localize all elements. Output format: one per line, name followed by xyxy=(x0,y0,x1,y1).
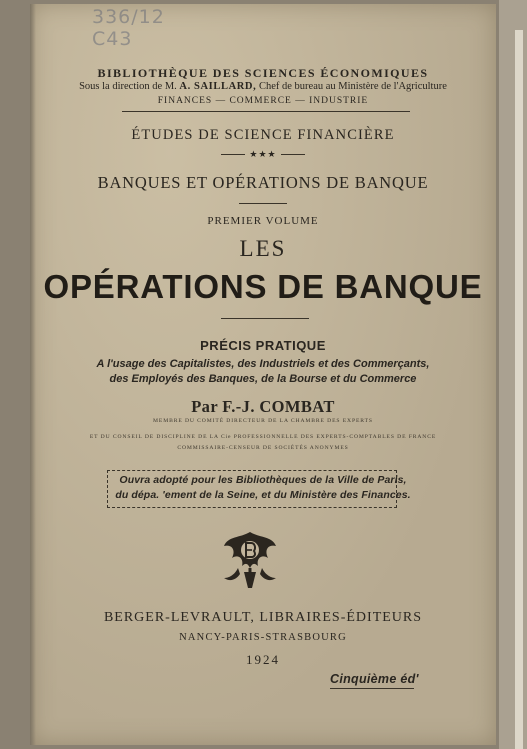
collection-title: ÉTUDES DE SCIENCE FINANCIÈRE xyxy=(131,127,395,143)
author-credential-1: MEMBRE DU COMITÉ DIRECTEUR DE LA CHAMBRE DES EXPERTS xyxy=(153,418,373,424)
series-title: BIBLIOTHÈQUE DES SCIENCES ÉCONOMIQUES xyxy=(97,66,429,80)
scan-right-strip xyxy=(515,30,523,749)
publisher-cities: NANCY-PARIS-STRASBOURG xyxy=(179,632,347,643)
direction-suffix: Chef de bureau au Ministère de l'Agriculture xyxy=(258,81,447,92)
adoption-line-2: du dépa. 'ement de la Seine, et du Ministère des Finances. xyxy=(115,489,411,501)
publisher-name: BERGER-LEVRAULT, LIBRAIRES-ÉDITEURS xyxy=(103,610,423,625)
direction-prefix: Sous la direction de M. xyxy=(79,81,177,92)
series-direction xyxy=(30,81,496,92)
audience-line-2: des Employés des Banques, de la Bourse et du Commerce xyxy=(109,373,417,385)
divider-rule xyxy=(122,111,410,112)
main-title: OPÉRATIONS DE BANQUE xyxy=(43,268,483,305)
stars-text: ★★★ xyxy=(249,149,277,159)
edition-underline xyxy=(330,688,414,689)
publisher-monogram-icon xyxy=(218,528,282,592)
series-subjects: FINANCES — COMMERCE — INDUSTRIE xyxy=(157,96,369,106)
director-name: A. SAILLARD, xyxy=(179,81,257,92)
audience-line-1: A l'usage des Capitalistes, des Industriels et des Commerçants, xyxy=(96,358,430,370)
author-credential-3: COMMISSAIRE-CENSEUR DE SOCIÉTÉS ANONYMES xyxy=(177,445,349,451)
edition-label: Cinquième éd' xyxy=(330,672,419,686)
title-article: LES xyxy=(239,236,287,261)
subtitle: PRÉCIS PRATIQUE xyxy=(200,338,326,353)
author: Par F.-J. COMBAT xyxy=(191,397,335,416)
divider-rule-mid xyxy=(221,318,309,319)
pencil-shelfmark: 336/12 C43 xyxy=(92,6,165,50)
publication-year: 1924 xyxy=(246,652,280,667)
author-credential-2: ET DU CONSEIL DE DISCIPLINE DE LA Cie PROFESSIONNELLE DES EXPERTS-COMPTABLES DE FRANCE xyxy=(89,434,437,440)
volume-label: PREMIER VOLUME xyxy=(207,215,319,227)
stars-ornament xyxy=(30,149,496,160)
scan-right-edge xyxy=(499,0,527,749)
subcollection-title: BANQUES ET OPÉRATIONS DE BANQUE xyxy=(97,173,429,192)
adoption-line-1: Ouvra adopté pour les Bibliothèques de la Ville de Paris, xyxy=(119,474,407,486)
divider-rule-short xyxy=(239,203,287,204)
